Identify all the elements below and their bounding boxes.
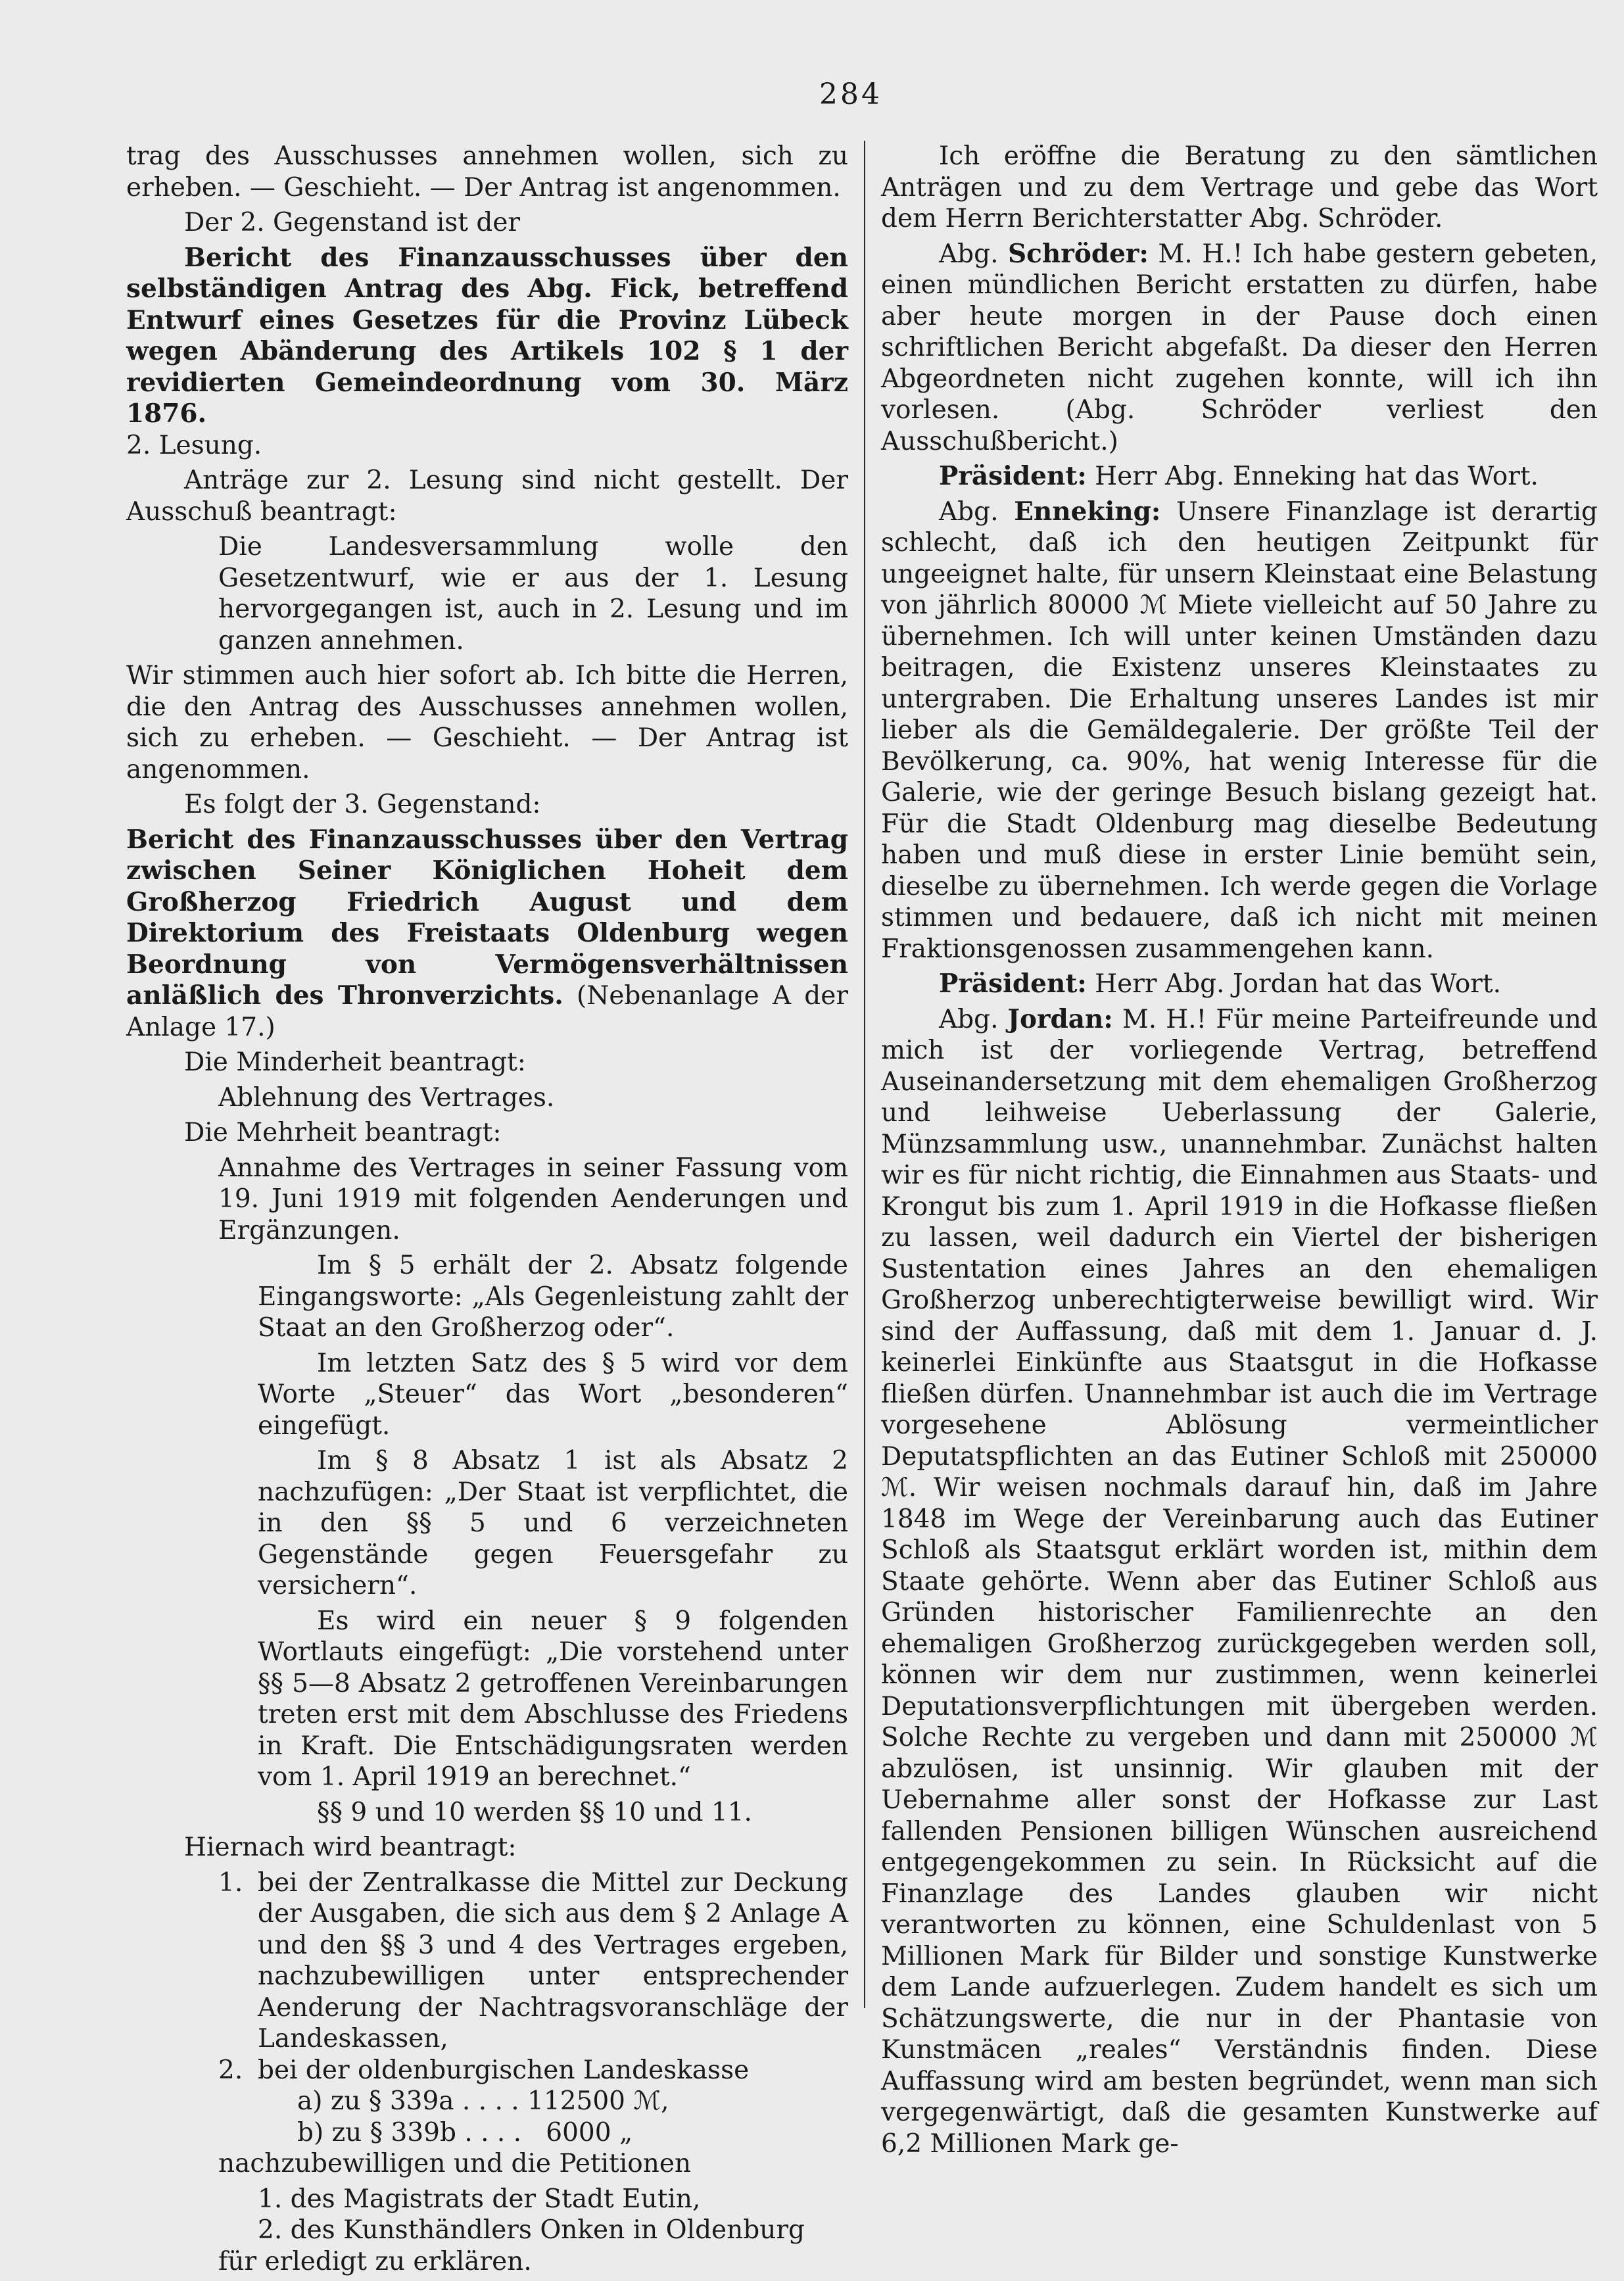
speaker-prefix: Abg. xyxy=(939,496,999,527)
speaker-name: Präsident: xyxy=(939,461,1087,491)
paragraph: Wir stimmen auch hier sofort ab. Ich bitte die Herren, die den Antrag des Ausschusses annehmen wollen, sich zu erheben. — Geschieht. — Der Antrag ist angenommen. xyxy=(126,661,848,784)
speech-text: M. H.! Ich habe gestern gebeten, einen mündlichen Bericht erstatten zu dürfen, habe aber heute morgen in der Pause doch einen schriftlichen Bericht abgefaßt. Da dieser den Herren Abgeordneten nicht zugehen konnte, will ich ihn vorlesen. (Abg. Schröder verliest den Ausschußbericht.) xyxy=(881,239,1598,456)
list-item xyxy=(218,2055,848,2086)
agenda-title: Bericht des Finanzausschusses über den selbständigen Antrag des Abg. Fick, betreffend Entwurf eines Gesetzes für die Provinz Lübeck wegen Abänderung des Artikels 102 § 1 der revidierten Gemeindeordnung vom 30. März 1876. xyxy=(126,242,848,429)
paragraph: trag des Ausschusses annehmen wollen, sich zu erheben. — Geschieht. — Der Antrag ist angenommen. xyxy=(126,141,848,203)
list-number: 2. xyxy=(218,2055,243,2085)
amendment: Im letzten Satz des § 5 wird vor dem Worte „Steuer“ das Wort „besonderen“ eingefügt. xyxy=(258,1348,848,1441)
list-text: bei der oldenburgischen Landeskasse xyxy=(258,2055,750,2085)
column-divider xyxy=(864,141,865,2008)
speaker-name: Enneking: xyxy=(1014,496,1161,527)
amendment: Es wird ein neuer § 9 folgenden Wortlauts eingefügt: „Die vorstehend unter §§ 5—8 Absatz 2 getroffenen Vereinbarungen treten erst mit dem Abschlusse des Friedens in Kraft. Die Entschädigungsraten werden vom 1. April 1919 an berechnet.“ xyxy=(258,1606,848,1792)
motion-text: Die Landesversammlung wolle den Gesetzentwurf, wie er aus der 1. Lesung hervorgegangen ist, auch in 2. Lesung und im ganzen annehmen. xyxy=(218,532,848,656)
agenda-tail: (Nebenanlage A der Anlage 17.) xyxy=(126,981,848,1042)
paragraph: Ich eröffne die Beratung zu den sämtlichen Anträgen und zu dem Vertrage und gebe das Wort dem Herrn Berichterstatter Abg. Schröder. xyxy=(881,141,1598,233)
speech xyxy=(881,461,1598,492)
speech xyxy=(881,969,1598,1000)
motion-text: Annahme des Vertrages in seiner Fassung vom 19. Juni 1919 mit folgenden Aenderungen und Ergänzungen. xyxy=(218,1153,848,1245)
speaker-prefix: Abg. xyxy=(939,1004,999,1034)
speech xyxy=(881,1004,1598,2160)
speech xyxy=(881,496,1598,965)
list-text: bei der Zentralkasse die Mittel zur Deckung der Ausgaben, die sich aus dem § 2 Anlage A und den §§ 3 und 4 des Vertrages ergeben, nachzubewilligen unter entsprechender Aenderung der Nachtragsvoranschläge der Landeskassen, xyxy=(258,1867,848,2053)
agenda-title: Bericht des Finanzausschusses über den Vertrag zwischen Seiner Königlichen Hoheit dem Großherzog Friedrich August und dem Direktorium des Freistaats Oldenburg wegen Beordnung von Vermögensverhältnissen anläßlich des Thronverzichts. xyxy=(126,824,848,1011)
paragraph: Hiernach wird beantragt: xyxy=(184,1833,517,1862)
amendment: Im § 8 Absatz 1 ist als Absatz 2 nachzufügen: „Der Staat ist verpflichtet, die in den §§ 5 und 6 verzeichneten Gegenstände gegen Feuersgefahr zu versichern“. xyxy=(258,1446,848,1600)
speaker-name: Schröder: xyxy=(1008,238,1149,269)
speech-text: Unsere Finanzlage ist derartig schlecht, daß ich den heutigen Zeitpunkt für ungeeignet halte, für unsern Kleinstaat eine Belastung von jährlich 80000 ℳ Miete vielleicht auf 50 Jahre zu übernehmen. Ich will unter keinen Umständen dazu beitragen, die Existenz unseres Kleinstaates zu untergraben. Die Erhaltung unseres Landes ist mir lieber als die Gemäldegalerie. Der größte Teil der Bevölkerung, ca. 90%, hat wenig Interesse für die Galerie, wie der geringe Besuch bislang gezeigt hat. Für die Stadt Oldenburg mag dieselbe Bedeutung haben und muß diese in erster Linie bemüht sein, dieselbe zu übernehmen. Ich werde gegen die Vorlage stimmen und bedauere, daß ich nicht mit meinen Fraktionsgenossen zusammengehen kann. xyxy=(881,496,1598,964)
amendment: §§ 9 und 10 werden §§ 10 und 11. xyxy=(317,1797,752,1827)
agenda-tail: 2. Lesung. xyxy=(126,430,262,460)
left-column xyxy=(126,141,848,2281)
sub-item: a) zu § 339a . . . . 112500 ℳ, xyxy=(297,2086,669,2116)
speech xyxy=(881,239,1598,458)
paragraph: Die Mehrheit beantragt: xyxy=(184,1118,502,1147)
motion-text: Ablehnung des Vertrages. xyxy=(218,1082,555,1113)
speaker-name: Präsident: xyxy=(939,969,1087,999)
page-number: 284 xyxy=(819,78,882,111)
right-column xyxy=(881,141,1598,2163)
speaker-prefix: Abg. xyxy=(939,239,999,269)
sub-item: b) zu § 339b . . . . 6000 „ xyxy=(297,2117,633,2148)
speech-text: M. H.! Für meine Parteifreunde und mich ist der vorliegende Vertrag, betreffend Auseinandersetzung mit dem ehemaligen Großherzog und leihweise Ueberlassung der Galerie, Münzsammlung usw., unannehmbar. Zunächst halten wir es für nicht richtig, die Einnahmen aus Staats- und Krongut bis zum 1. April 1919 in die Hofkasse fließen zu lassen, weil dadurch ein Viertel der bisherigen Sustentation eines Jahres an den ehemaligen Großherzog unberechtigterweise bewilligt wird. Wir sind der Auffassung, daß mit dem 1. Januar d. J. keinerlei Einkünfte aus Staatsgut in die Hofkasse fließen dürfen. Unannehmbar ist auch die im Vertrage vorgesehene Ablösung vermeintlicher Deputatspflichten an das Eutiner Schloß mit 250000 ℳ. Wir weisen nochmals darauf hin, daß im Jahre 1848 im Wege der Vereinbarung auch das Eutiner Schloß als Staatsgut erklärt worden ist, mithin dem Staate gehörte. Wenn aber das Eutiner Schloß aus Gründen historischer Familienrechte an den ehemaligen Großherzog zurückgegeben werden soll, können wir dem nur zustimmen, wenn keinerlei Deputationsverpflichtungen mit übergeben werden. Solche Rechte zu vergeben und dann mit 250000 ℳ abzulösen, ist unsinnig. Wir glauben mit der Uebernahme aller sonst der Hofkasse zur Last fallenden Pensionen billigen Wünschen ausreichend entgegengekommen zu sein. In Rücksicht auf die Finanzlage des Landes glauben wir nicht verantworten zu können, eine Schuldenlast von 5 Millionen Mark für Bilder und sonstige Kunstwerke dem Lande aufzuerlegen. Zudem handelt es sich um Schätzungswerte, die nur in der Phantasie von Kunstmäcen „reales“ Verständnis finden. Diese Auffassung wird am besten begründet, wenn man sich vergegenwärtigt, daß die gesamten Kunstwerke auf 6,2 Millionen Mark ge- xyxy=(881,1004,1598,2159)
petition-item: 2. des Kunsthändlers Onken in Oldenburg xyxy=(258,2215,805,2245)
list-number: 1. xyxy=(218,1867,243,1898)
list-item xyxy=(218,1867,848,2055)
speaker-name: Jordan: xyxy=(1007,1003,1113,1034)
agenda-item-2 xyxy=(126,243,848,462)
speech-text: Herr Abg. Enneking hat das Wort. xyxy=(1095,462,1539,491)
paragraph: Der 2. Gegenstand ist der xyxy=(184,208,521,237)
paragraph: Anträge zur 2. Lesung sind nicht gestellt. Der Ausschuß beantragt: xyxy=(126,466,848,527)
paragraph: für erledigt zu erklären. xyxy=(218,2246,532,2276)
paragraph: Die Minderheit beantragt: xyxy=(184,1047,526,1077)
petition-item: 1. des Magistrats der Stadt Eutin, xyxy=(258,2184,701,2214)
agenda-item-3 xyxy=(126,825,848,1044)
paragraph: Es folgt der 3. Gegenstand: xyxy=(184,790,541,819)
paragraph: nachzubewilligen und die Petitionen xyxy=(218,2149,692,2178)
amendment: Im § 5 erhält der 2. Absatz folgende Eingangsworte: „Als Gegenleistung zahlt der Staat an den Großherzog oder“. xyxy=(258,1251,848,1343)
speech-text: Herr Abg. Jordan hat das Wort. xyxy=(1095,969,1502,999)
